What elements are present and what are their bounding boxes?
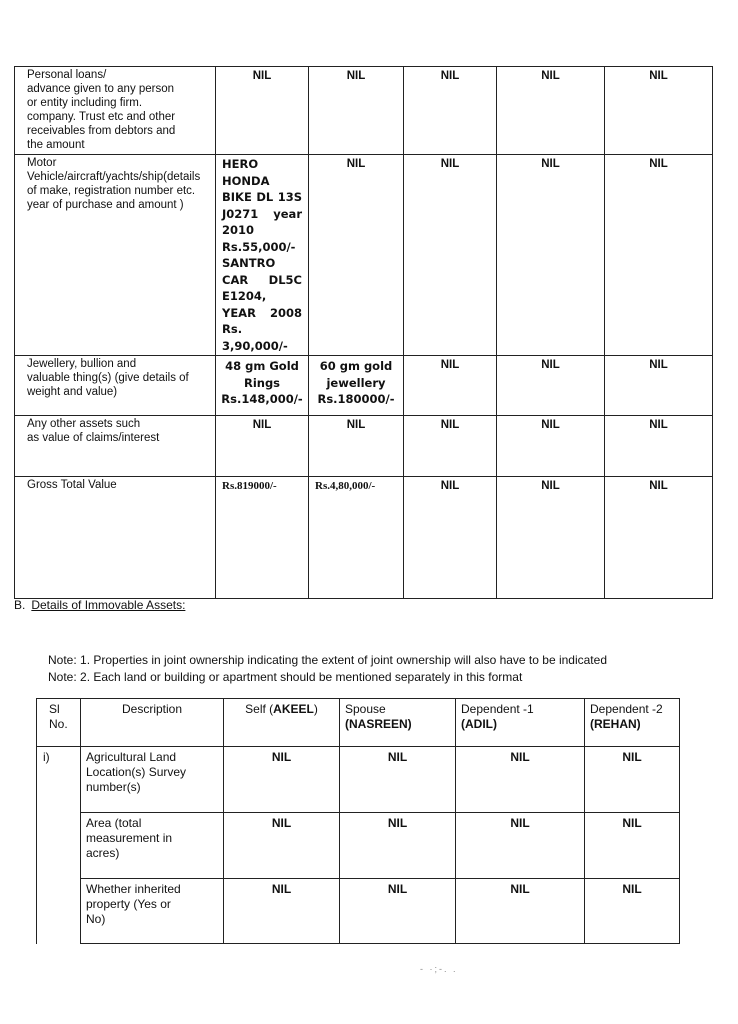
table-row [15,67,713,155]
row-label-gross-total: Gross Total Value [15,477,216,599]
row-label-jewellery: Jewellery, bullion and valuable thing(s) (give details of weight and value) [15,356,216,416]
table-row [37,813,680,879]
header-dependent-2-name: (REHAN) [590,717,641,731]
cell-self-gross-total: Rs.819000/- [216,477,309,599]
cell-self-vehicle-details: HERO HONDA BIKE DL 13S J0271 year 2010 Rs.55,000/- SANTRO CAR DL5C E1204, YEAR 2008 Rs. 3,90,000/- [216,155,309,356]
cell-dependent-3: NIL [605,356,713,416]
cell-dependent-3: NIL [605,477,713,599]
cell-dependent-2: NIL [497,356,605,416]
header-self-close: ) [313,702,318,716]
row-description-agricultural-land: Agricultural Land Location(s) Survey number(s) [81,747,224,813]
section-b-prefix: B. [14,598,26,612]
cell-spouse: NIL [309,416,404,477]
header-spouse-label: Spouse [345,702,386,716]
header-dependent-2 [585,699,680,747]
row-label-other-assets: Any other assets such as value of claims/interest [15,416,216,477]
table-row [15,155,713,356]
cell-dependent-1: NIL [404,356,497,416]
header-sl-no: Sl No. [37,699,81,747]
header-description: Description [81,699,224,747]
cell-dependent-2: NIL [497,155,605,356]
cell-self: NIL [216,67,309,155]
cell-self-jewellery: 48 gm Gold Rings Rs.148,000/- [216,356,309,416]
cell-spouse-gross-total: Rs.4,80,000/- [309,477,404,599]
footer-scan-mark: - ·;-. . [420,964,458,974]
cell-dependent-2: NIL [497,416,605,477]
table-row [15,356,713,416]
cell-self: NIL [224,813,340,879]
header-dependent-1-name: (ADIL) [461,717,497,731]
cell-dependent-2: NIL [585,813,680,879]
cell-dependent-2: NIL [585,747,680,813]
cell-dependent-3: NIL [605,67,713,155]
cell-dependent-3: NIL [605,416,713,477]
cell-dependent-1: NIL [456,747,585,813]
cell-dependent-2: NIL [497,477,605,599]
cell-spouse: NIL [309,67,404,155]
header-self-label: Self ( [245,702,274,716]
table-row [15,416,713,477]
header-self-name: AKEEL [273,702,314,716]
cell-dependent-2: NIL [585,879,680,944]
row-description-inherited: Whether inherited property (Yes or No) [81,879,224,944]
row-description-area: Area (total measurement in acres) [81,813,224,879]
header-spouse [340,699,456,747]
cell-dependent-1: NIL [404,155,497,356]
cell-spouse: NIL [340,879,456,944]
header-spouse-name: (NASREEN) [345,717,412,731]
note-1: Note: 1. Properties in joint ownership indicating the extent of joint ownership will also have to be indicated [48,653,607,667]
cell-dependent-1: NIL [456,879,585,944]
cell-self: NIL [224,747,340,813]
section-b-heading [14,598,185,612]
cell-spouse: NIL [340,813,456,879]
movable-assets-table [14,66,713,599]
cell-self: NIL [216,416,309,477]
cell-spouse: NIL [340,747,456,813]
header-dependent-2-label: Dependent -2 [590,702,663,716]
header-dependent-1-label: Dependent -1 [461,702,534,716]
serial-spacer [37,879,81,944]
cell-dependent-1: NIL [404,67,497,155]
cell-dependent-1: NIL [404,477,497,599]
immovable-assets-table [36,698,680,944]
section-b-title: Details of Immovable Assets: [31,598,186,612]
header-dependent-1 [456,699,585,747]
cell-spouse: NIL [309,155,404,356]
table-row [37,747,680,813]
serial-number: i) [37,747,81,813]
table-row [37,879,680,944]
serial-spacer [37,813,81,879]
note-2: Note: 2. Each land or building or apartment should be mentioned separately in this format [48,670,523,684]
cell-dependent-1: NIL [404,416,497,477]
cell-spouse-jewellery: 60 gm gold jewellery Rs.180000/- [309,356,404,416]
cell-dependent-2: NIL [497,67,605,155]
header-row [37,699,680,747]
table-row [15,477,713,599]
cell-self: NIL [224,879,340,944]
row-label-personal-loans: Personal loans/ advance given to any person or entity including firm. company. Trust etc and other receivables from debtors and the amount [15,67,216,155]
header-self [224,699,340,747]
cell-dependent-3: NIL [605,155,713,356]
row-label-motor-vehicle: Motor Vehicle/aircraft/yachts/ship(details of make, registration number etc. year of purchase and amount ) [15,155,216,356]
cell-dependent-1: NIL [456,813,585,879]
